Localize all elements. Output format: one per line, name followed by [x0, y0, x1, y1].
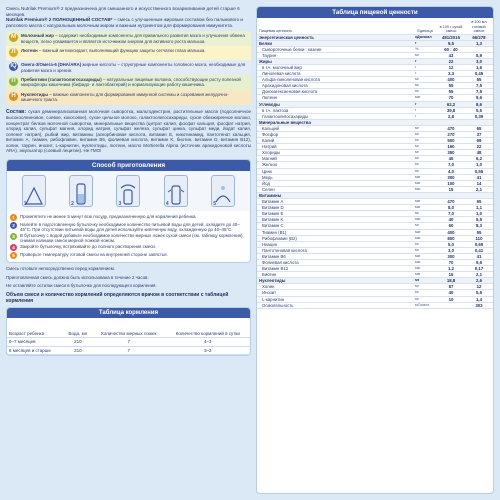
table-cell: г [413, 101, 437, 107]
table-cell: Альфа-линоленовая кислота [257, 77, 413, 83]
table-cell: мг [413, 144, 437, 150]
table-cell: мкг [413, 205, 437, 211]
table-cell: 0,17 [465, 266, 493, 272]
table-cell: 3,0 [465, 58, 493, 64]
table-cell: Фолиевая кислота [257, 259, 413, 265]
table-cell: 0,69 [465, 241, 493, 247]
table-cell: 8,6 [465, 101, 493, 107]
step-text: В бутылочку с водой добавьте необходимое количество мерных ложек сухой смеси (см. таблицу кормления), снимая излишки смеси мерной ложкой ножом. [20, 233, 244, 244]
table-cell: 0,45 [465, 71, 493, 77]
table-cell: мг [413, 223, 437, 229]
table-cell: Витамин E [257, 211, 413, 217]
component-icon: IQ [9, 62, 18, 71]
step-number: 2 [10, 222, 17, 229]
table-cell: 8 месяцев и старше [7, 346, 64, 354]
table-cell: 481/2015 [437, 34, 465, 40]
table-cell: 270 [437, 132, 465, 138]
table-cell: 60 [437, 223, 465, 229]
nutrition-table-panel [256, 6, 494, 494]
table-cell: 300 [437, 253, 465, 259]
table-cell: 800 [437, 235, 465, 241]
table-cell: 2,1 [465, 186, 493, 192]
component-icon: П [9, 77, 18, 86]
table-cell: мкг [413, 174, 437, 180]
table-cell: мг [413, 290, 437, 296]
table-cell: 2,6 [465, 278, 493, 284]
component-row [6, 31, 251, 46]
preparation-title: Способ приготовления [7, 160, 250, 171]
preparation-steps [7, 211, 250, 263]
table-cell: 55 [465, 229, 493, 235]
table-cell: Линолевая кислота [257, 71, 413, 77]
table-cell: мг [413, 278, 437, 284]
component-title: Пребиотики (галактоолигосахариды) [21, 77, 102, 82]
table-cell: мг [413, 52, 437, 58]
step-text: Закройте бутылочку, встряхивайте до полного растворения смеси. [20, 244, 157, 250]
composition-text [6, 109, 251, 154]
table-cell: мг [413, 77, 437, 83]
table-cell: кДж/ккал [413, 34, 437, 40]
component-desc: – натуральные пищевые волокна, способствующие росту полезной микрофлоры кишечника (бифидо- и лактобактерий) и нормализующие работу кишечника. [21, 77, 241, 88]
table-cell: 55 [437, 89, 465, 95]
table-cell: Витамин C [257, 223, 413, 229]
table-cell: мг [413, 150, 437, 156]
table-cell: Таурин [257, 52, 413, 58]
table-cell: мкг [413, 199, 437, 205]
component-desc: – важные компоненты для формирования иммунной системы и созревания желудочно-кишечного тракта. [21, 91, 229, 103]
table-cell: 9,6 [465, 259, 493, 265]
table-cell: 6–7 месяцев [7, 338, 64, 346]
table-cell: г [413, 113, 437, 119]
table-cell: 7,0 [437, 162, 465, 168]
table-cell: Рибофлавин (B2) [257, 235, 413, 241]
table-cell: мг [413, 125, 437, 131]
table-cell: мкг [413, 253, 437, 259]
left-column [6, 6, 251, 494]
feeding-table-title: Таблица кормления [7, 308, 250, 318]
component-text [21, 92, 248, 103]
table-cell: 22 [465, 144, 493, 150]
preparation-step [10, 214, 247, 221]
table-cell: 100 [437, 180, 465, 186]
table-cell: 4–3 [166, 338, 250, 346]
table-cell: Арахидоновая кислота [257, 83, 413, 89]
table-cell: мг [413, 162, 437, 168]
preparation-note-1: Смесь готовьте непосредственно перед кормлением. [6, 266, 115, 272]
nut-col-name: Пищевая ценность [257, 18, 413, 34]
preparation-step [10, 252, 247, 259]
table-cell: 160 [437, 144, 465, 150]
table-cell: Витамин D [257, 205, 413, 211]
table-cell: г [413, 64, 437, 70]
table-cell: Витамины [257, 192, 413, 198]
table-cell: 12 [465, 284, 493, 290]
table-cell: в т.ч. молочный жир [257, 64, 413, 70]
table-cell: Докозагексаеновая кислота [257, 89, 413, 95]
table-cell: 69 [465, 138, 493, 144]
table-cell: 18,8 [437, 278, 465, 284]
table-cell: 40 [437, 290, 465, 296]
table-cell: Биотин [257, 272, 413, 278]
table-cell: 12 [437, 64, 465, 70]
table-cell: Калий [257, 138, 413, 144]
table-cell: мг [413, 132, 437, 138]
table-cell: 2,1 [465, 272, 493, 278]
table-cell: мг [413, 156, 437, 162]
table-cell: 1,6 [465, 64, 493, 70]
composition-label: Состав: [6, 108, 27, 115]
table-cell: 1,2 [437, 266, 465, 272]
step-number: 3 [10, 233, 17, 240]
table-cell: Белки [257, 40, 413, 46]
table-cell: 210 [64, 346, 92, 354]
table-cell: Йод [257, 180, 413, 186]
table-cell: 470 [437, 125, 465, 131]
intro-text: Смесь Nutrilak Premium® 2 предназначена для смешанного и искусственного вскармливания детей старше 6 месяцев. [6, 6, 240, 17]
table-cell: мг [413, 241, 437, 247]
table-cell: Жиры [257, 58, 413, 64]
table-cell: 1,4 [465, 296, 493, 302]
table-cell: 15 [437, 186, 465, 192]
table-cell: Тиамин (B1) [257, 229, 413, 235]
table-cell: 470 [437, 199, 465, 205]
component-icon: М [9, 33, 18, 42]
feeding-note: Объем смеси и количество кормлений определяются врачом в соответствии с таблицей кормления [6, 291, 229, 304]
table-cell: 62,2 [437, 101, 465, 107]
table-cell: 3,0 [437, 247, 465, 253]
table-cell: в т.ч. лактоза [257, 107, 413, 113]
table-cell: мг [413, 83, 437, 89]
table-cell: мкг [413, 217, 437, 223]
step-illustration-3: 3 [116, 175, 140, 207]
table-cell: 1,1 [465, 205, 493, 211]
table-cell: Лютеин [257, 95, 413, 101]
table-cell: Холин [257, 284, 413, 290]
components-list [6, 31, 251, 104]
table-cell: 3,3 [437, 71, 465, 77]
table-cell: 7 [92, 346, 166, 354]
table-cell: Пантотеновая кислота [257, 247, 413, 253]
component-icon: Н [9, 92, 18, 101]
table-cell: 65 [465, 125, 493, 131]
table-cell: мг [413, 168, 437, 174]
table-cell: 210 [64, 338, 92, 346]
table-cell: мкг [413, 95, 437, 101]
table-cell: % [413, 46, 437, 52]
table-cell: 43 [437, 52, 465, 58]
step-illustration-5: 5 [211, 175, 235, 207]
table-cell: 60 : 40 [437, 46, 465, 52]
nutrition-table-title: Таблица пищевой ценности [257, 7, 493, 18]
feeding-table [7, 318, 250, 355]
table-cell: Витамин A [257, 199, 413, 205]
component-desc: – содержит необходимые компоненты для правильного развития мозга и улучшения обмена веществ, легко усваивается и является источником энергии для активного роста малыша. [21, 33, 245, 44]
table-cell: мкг [413, 229, 437, 235]
table-cell: 5,5 [465, 217, 493, 223]
table-cell: 65 [465, 199, 493, 205]
component-icon: Л [9, 48, 18, 57]
table-cell: 5,9 [465, 52, 493, 58]
feed-col-scoops: Количество мерных ложек [92, 318, 166, 338]
table-cell [437, 302, 465, 308]
table-cell: 87 [437, 284, 465, 290]
right-column [256, 6, 494, 494]
table-cell: Ниацин [257, 241, 413, 247]
preparation-illustrations [7, 171, 250, 211]
table-row [257, 302, 493, 308]
table-cell: 41 [465, 174, 493, 180]
table-cell: 9,5 [437, 40, 465, 46]
table-cell: 5,5 [465, 107, 493, 113]
nut-col-100g: в 100 г сухой смеси [437, 18, 465, 34]
table-cell: мг [413, 138, 437, 144]
nutrition-table [257, 18, 493, 309]
table-cell: 7,5 [465, 89, 493, 95]
table-cell: Натрий [257, 144, 413, 150]
table-cell: 5,0 [437, 241, 465, 247]
component-text [21, 62, 248, 73]
table-cell: Витамин K [257, 217, 413, 223]
table-cell: 48 [465, 150, 493, 156]
table-cell: 70 [437, 95, 465, 101]
component-text [21, 77, 248, 88]
table-cell: мг [413, 211, 437, 217]
nut-col-100ml: в 100 мл готовой смеси [465, 18, 493, 34]
table-cell: 41 [465, 253, 493, 259]
table-cell: мкг [413, 266, 437, 272]
table-cell: 45 [437, 156, 465, 162]
component-title: Молочный жир [21, 33, 54, 39]
feed-col-count: Количество кормлений в сутки [166, 318, 250, 338]
table-cell: 303 [465, 302, 493, 308]
component-row [6, 90, 251, 105]
step-number: 1 [10, 214, 17, 221]
table-cell: 6,2 [465, 156, 493, 162]
formula-text: – смесь с улучшенным жировым составом без пальмового и рапсового масла с натуральным молочным жиром и важным нутриентом для формирования иммунитета. [6, 17, 243, 28]
table-cell: 1,0 [465, 162, 493, 168]
preparation-note-3: Не оставляйте остатки смеси в бутылочке для последующего кормления. [6, 283, 157, 289]
feed-col-water: Вода, мл [64, 318, 92, 338]
table-cell: г [413, 71, 437, 77]
table-cell: 1,3 [465, 40, 493, 46]
feed-col-age: Возраст ребенка [7, 318, 64, 338]
table-cell: 8,0 [437, 205, 465, 211]
table-cell: Селен [257, 186, 413, 192]
table-cell: 7,5 [465, 83, 493, 89]
table-cell: 66/278 [465, 34, 493, 40]
table-cell: мОсм/кг [413, 302, 437, 308]
table-cell: 400 [437, 77, 465, 83]
step-illustration-4: 4 [164, 175, 188, 207]
table-cell: 1,0 [465, 211, 493, 217]
table-cell: 0,55 [465, 168, 493, 174]
feeding-table-panel [6, 307, 251, 356]
table-cell: г [413, 40, 437, 46]
table-cell: 110 [465, 235, 493, 241]
table-cell: 55 [465, 77, 493, 83]
table-row [7, 338, 250, 346]
nut-col-unit: Единица [413, 18, 437, 34]
table-cell: мкг [413, 272, 437, 278]
table-cell: 70 [437, 259, 465, 265]
table-cell: г [413, 107, 437, 113]
component-title: Омега-3/Омега-6 (DHA/ARA) [21, 62, 82, 68]
table-cell: Осмоляльность [257, 302, 413, 308]
table-cell: 7,0 [437, 211, 465, 217]
table-cell: Железо [257, 162, 413, 168]
table-cell: 500 [437, 138, 465, 144]
table-cell: 14 [465, 180, 493, 186]
preparation-panel [6, 159, 251, 264]
table-cell: 7 [92, 338, 166, 346]
step-illustration-2: 2 [69, 175, 93, 207]
table-cell: 2,8 [437, 113, 465, 119]
table-cell: Нуклеотиды [257, 278, 413, 284]
table-cell: Углеводы [257, 101, 413, 107]
table-cell: 37 [465, 132, 493, 138]
component-title: Лютеин [21, 48, 38, 54]
preparation-step [10, 222, 247, 232]
table-cell: Витамин B6 [257, 253, 413, 259]
table-cell: 350 [437, 150, 465, 156]
table-cell: мкг [413, 180, 437, 186]
table-cell: 8,3 [465, 223, 493, 229]
component-text [21, 48, 206, 53]
table-cell: мкг [413, 259, 437, 265]
table-cell: 39,8 [437, 107, 465, 113]
step-text: Налейте в подготовленную бутылочку необходимое количество питьевой воды для детей, охладите до 40–45°С. При отсутствии питьевой воды для детей используйте кипяченую воду, охлажденную до 40–45°С. [20, 221, 240, 232]
component-desc: – важный антиоксидант, выполняющий функцию защиты сетчатки глаза малыша. [37, 48, 206, 54]
component-desc: жирные кислоты – структурные компоненты головного мозга, необходимые для развития мозга и зрения. [21, 62, 246, 73]
table-cell: 22 [437, 58, 465, 64]
table-cell: 300 [437, 174, 465, 180]
table-cell: 0,39 [465, 113, 493, 119]
table-cell: Энергетическая ценность [257, 34, 413, 40]
table-cell: Фосфор [257, 132, 413, 138]
table-cell: мг [413, 296, 437, 302]
table-cell: 40 [437, 217, 465, 223]
table-cell: Сывороточные белки : казеин [257, 46, 413, 52]
table-cell: мкг [413, 235, 437, 241]
table-cell: 0,41 [465, 247, 493, 253]
table-cell: мг [413, 284, 437, 290]
formula-title: Nutrilak Premium® 2 ПОЛНОЦЕННЫЙ СОСТАВ* [6, 17, 113, 23]
component-title: Нуклеотиды [21, 91, 48, 97]
step-illustration-1: 1 [22, 175, 46, 207]
component-row [6, 75, 251, 90]
table-cell: Галактоолигосахариды [257, 113, 413, 119]
table-cell: L-карнитин [257, 296, 413, 302]
composition-body: сухая деминерализованная молочная сыворотка, мальтодекстрин, растительные масла (подсолнечное высокоолеиновое, соевое, кокосовое), сухое цельное молоко, галактоолигосахариды, сухое обезжиренное молоко, концентрат белков молочной сыворотки, минеральные вещества (цитрат калия, фосфат кальция, фосфат натрия, хлорид калия, сульфат магния, хлорид натрия, сульфат железа, сульфат цинка, сульфат меди, йодат калия, селенит натрия), рыбий жир, витамины (аскорбиновая кислота, витамин E, никотинамид, пантотенат кальция, витамин A, тиамин, рибофлавин, витамин B6, фолиевая кислота, витамин K, биотин, витамин D, витамин B12), холин, таурин, инозит, L-карнитин, нуклеотиды, лютеин, масло Mortierella Alpina (источник арахидоновой кислоты ARA), эмульгатор (соевый лецитин). Не ГМО! [6, 108, 251, 154]
component-row [6, 60, 251, 75]
table-cell: Цинк [257, 168, 413, 174]
table-cell: 15 [437, 272, 465, 278]
formula-description [6, 17, 251, 28]
table-cell: 400 [437, 229, 465, 235]
step-number: 4 [10, 244, 17, 251]
table-cell: Инозит [257, 290, 413, 296]
table-cell: Медь [257, 174, 413, 180]
component-row [6, 46, 251, 60]
table-cell: 4,0 [437, 168, 465, 174]
component-text [21, 33, 248, 44]
table-cell: 9,6 [465, 95, 493, 101]
table-cell: г [413, 58, 437, 64]
step-text: Проверьте температуру готовой смеси на внутренней стороне запястья. [20, 252, 168, 258]
preparation-step [10, 244, 247, 251]
table-cell: мг [413, 89, 437, 95]
table-cell: Минеральные вещества [257, 119, 413, 125]
table-row [7, 346, 250, 354]
table-cell: 10 [437, 296, 465, 302]
step-number: 5 [10, 252, 17, 259]
table-cell: 3–2 [166, 346, 250, 354]
preparation-step [10, 233, 247, 243]
table-cell: Магний [257, 156, 413, 162]
table-cell: мг [413, 247, 437, 253]
table-cell: Хлориды [257, 150, 413, 156]
table-cell: 55 [437, 83, 465, 89]
table-cell: Кальций [257, 125, 413, 131]
table-cell: Витамин B12 [257, 266, 413, 272]
table-cell: мкг [413, 186, 437, 192]
step-text: Прокипятите не менее 5 минут всю посуду, предназначенную для кормления ребенка. [20, 213, 197, 219]
preparation-note-2: Приготовленная смесь должна быть использована в течение 2 часов. [6, 274, 149, 280]
table-cell: 5,5 [465, 290, 493, 296]
